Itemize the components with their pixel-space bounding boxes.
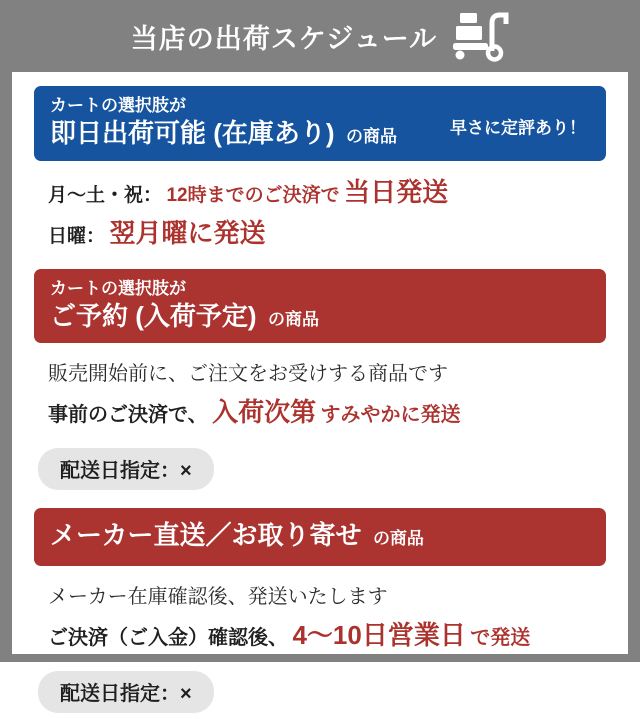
content-panel [12, 72, 628, 706]
preorder-banner [34, 269, 606, 344]
page-title: 当店の出荷スケジュール [130, 23, 438, 54]
in-stock-banner-big: 即日出荷可能 (在庫あり) [50, 117, 335, 148]
direct-line2-tail: で発送 [470, 627, 531, 650]
in-stock-line1-mid: 12時までのご決済で [166, 184, 340, 206]
preorder-details [48, 357, 606, 434]
in-stock-banner-note: 早さに定評あり！ [450, 118, 586, 138]
preorder-banner-line1: カートの選択肢が [50, 278, 186, 298]
preorder-line1 [48, 357, 606, 393]
preorder-banner-line2 [50, 301, 590, 333]
in-stock-banner-suffix: の商品 [346, 126, 397, 146]
in-stock-banner [34, 86, 606, 161]
in-stock-details [48, 175, 606, 255]
direct-banner [34, 508, 606, 566]
preorder-line2 [48, 395, 606, 434]
direct-banner-suffix: の商品 [372, 529, 424, 549]
direct-line2-big: 4〜10日営業日 [292, 620, 466, 651]
preorder-line2-tail: すみやかに発送 [320, 404, 461, 427]
preorder-banner-big: ご予約 (入荷予定) [50, 300, 257, 331]
preorder-delivery-date-badge: 配送日指定：× [38, 448, 214, 490]
preorder-line2-big: 入荷次第 [212, 397, 317, 428]
preorder-line1-text: 販売開始前に、ご注文をお受けする商品です [48, 363, 448, 386]
direct-details [48, 580, 606, 657]
direct-line1-text: メーカー在庫確認後、発送いたします [48, 586, 388, 609]
in-stock-line1-big: 当日発送 [344, 176, 449, 207]
hand-truck-icon [451, 11, 509, 61]
direct-line1 [48, 580, 606, 616]
in-stock-line1-label: 月〜土・祝： [48, 184, 163, 206]
direct-banner-big: メーカー直送／お取り寄せ [50, 520, 362, 551]
in-stock-line2-label: 日曜： [48, 225, 106, 247]
in-stock-line1 [48, 175, 606, 214]
direct-line2 [48, 618, 606, 657]
direct-line2-label: ご決済（ご入金）確認後、 [48, 627, 288, 650]
preorder-line2-label: 事前のご決済で、 [48, 404, 208, 427]
direct-delivery-date-badge: 配送日指定：× [38, 671, 214, 713]
preorder-banner-suffix: の商品 [268, 309, 319, 329]
in-stock-line2 [48, 216, 606, 255]
in-stock-line2-big: 翌月曜に発送 [109, 217, 266, 248]
in-stock-banner-line1: カートの選択肢が [50, 96, 186, 115]
direct-banner-line [50, 520, 590, 552]
header [0, 0, 640, 72]
